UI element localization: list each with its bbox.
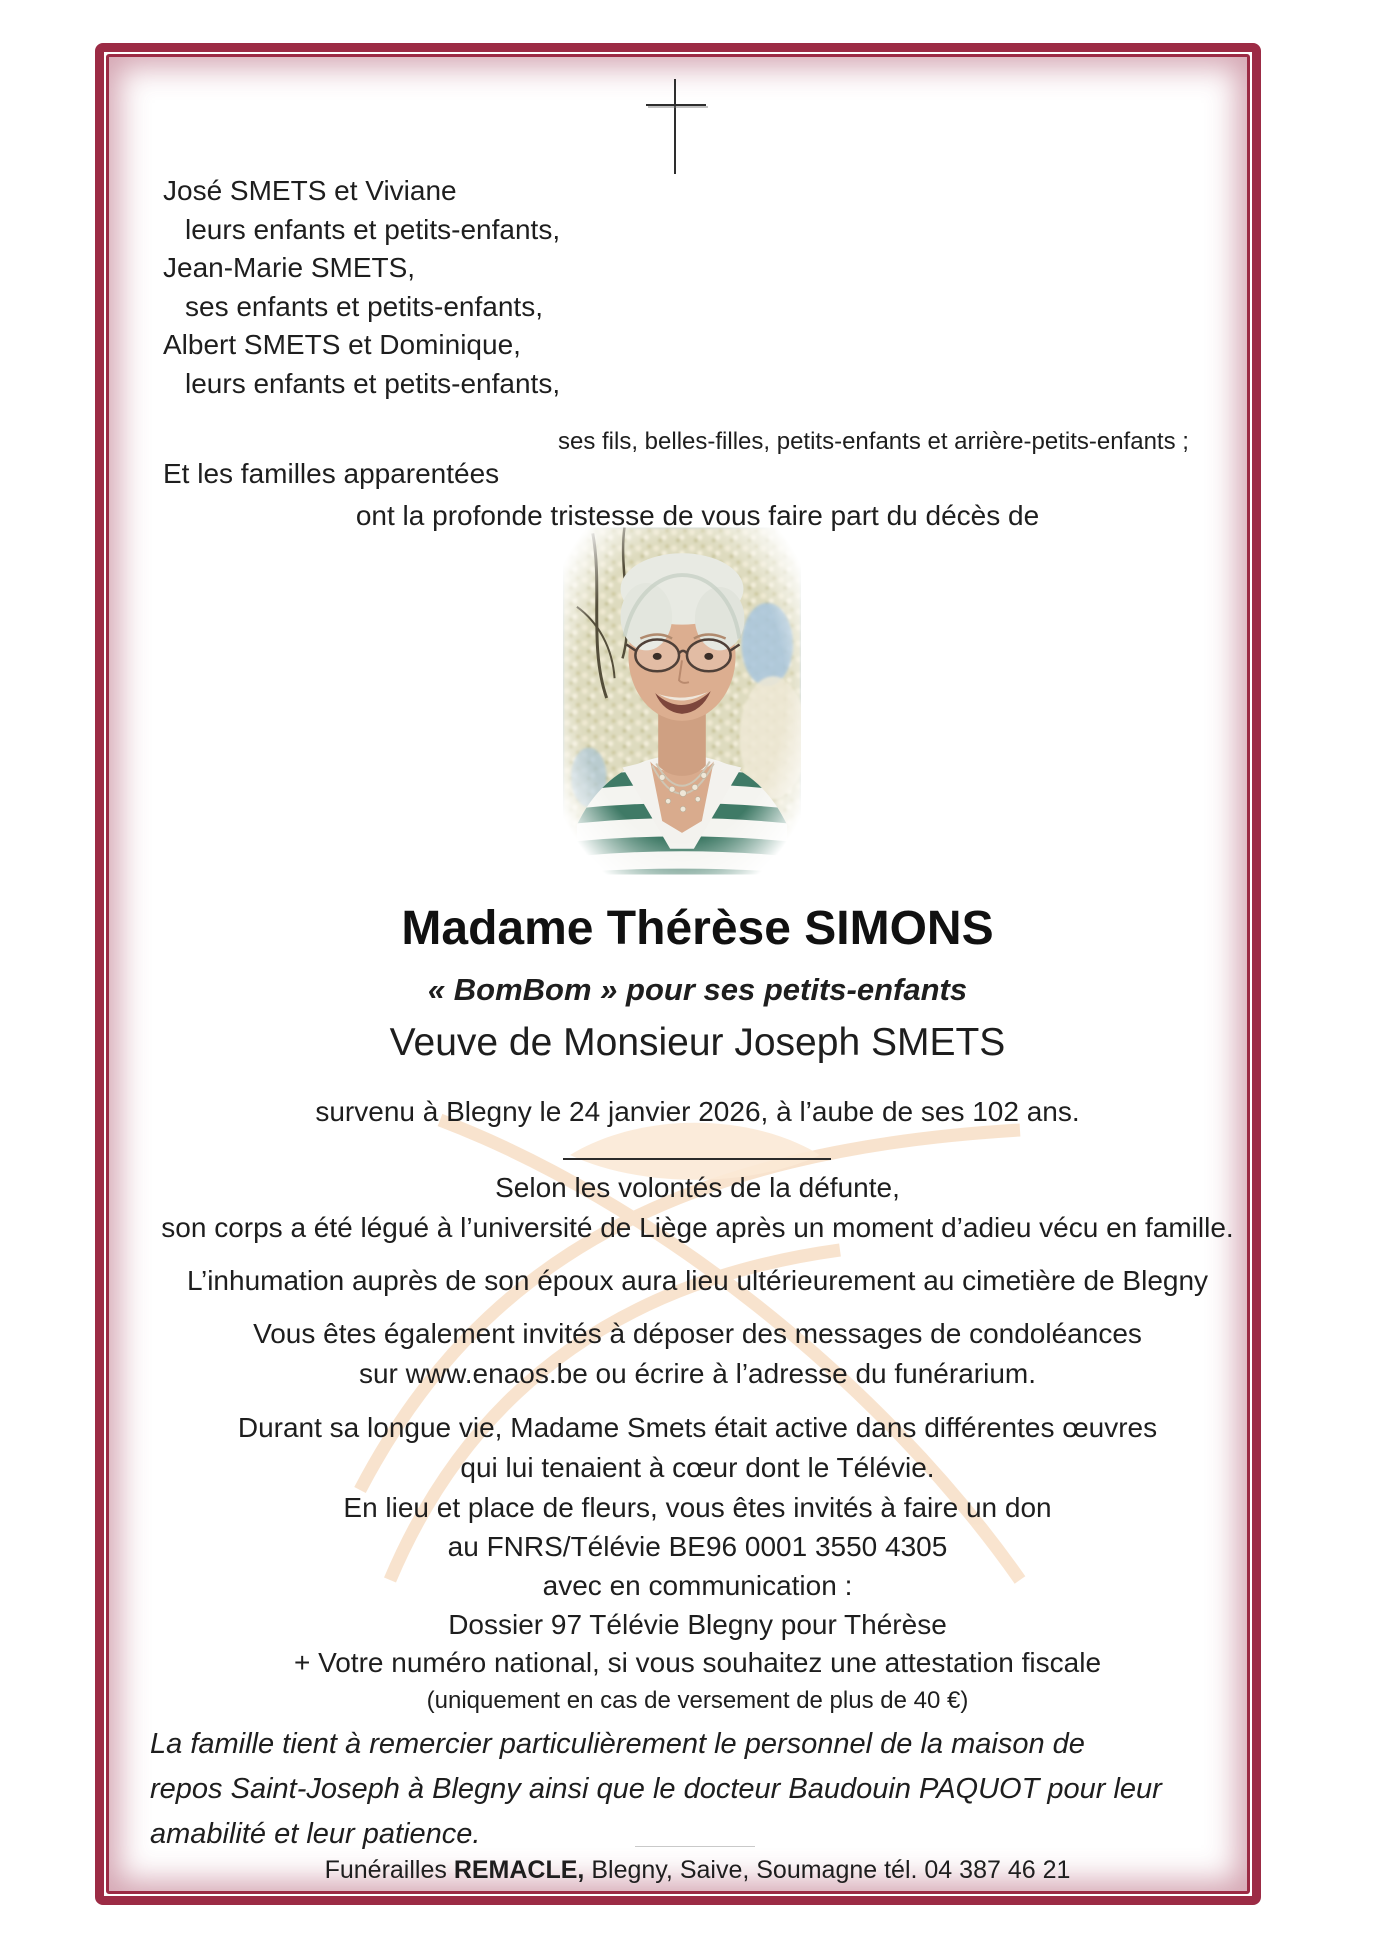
thanks-paragraph: La famille tient à remercier particulièrement le personnel de la maison de repos Saint-Joseph à Blegny ainsi que le docteur Baudouin PAQUOT pour leur amabilité et leur patience. [150,1728,1162,1850]
body-line-fiscal-note: (uniquement en cas de versement de plus de 40 €) [426,1687,969,1714]
relatives-summary: ses fils, belles-filles, petits-enfants et arrière-petits-enfants ; [558,428,1189,455]
family-line: José SMETS et Viviane [163,175,457,206]
related-families-line: Et les familles apparentées [163,458,500,489]
widow-line: Veuve de Monsieur Joseph SMETS [389,1021,1006,1064]
body-line-donation-account: au FNRS/Télévie BE96 0001 3550 4305 [447,1531,948,1562]
funeral-home-prefix: Funérailles [324,1856,454,1884]
body-line-burial: L’inhumation auprès de son époux aura lieu ultérieurement au cimetière de Blegny [186,1265,1209,1296]
footer-divider [635,1846,755,1847]
section-divider [563,1158,831,1160]
family-line: Albert SMETS et Dominique, [163,329,521,360]
family-line: Jean-Marie SMETS, [163,252,416,283]
announcement-line: ont la profonde tristesse de vous faire part du décès de [355,500,1040,531]
body-line-condolences-1: Vous êtes également invités à déposer des messages de condoléances [253,1318,1142,1349]
funeral-home-name: REMACLE, [453,1856,585,1884]
body-line-dossier: Dossier 97 Télévie Blegny pour Thérèse [448,1609,947,1640]
body-line-fiscal: + Votre numéro national, si vous souhaitez une attestation fiscale [293,1647,1102,1678]
body-line-donation-1: En lieu et place de fleurs, vous êtes invités à faire un don [343,1492,1052,1523]
body-line-wishes-2: son corps a été légué à l’université de Liège après un moment d’adieu vécu en famille. [161,1212,1234,1243]
death-details-line: survenu à Blegny le 24 janvier 2026, à l’aube de ses 102 ans. [315,1096,1080,1127]
body-line-works-1: Durant sa longue vie, Madame Smets était active dans différentes œuvres [237,1412,1158,1443]
funeral-home-locations: Blegny, Saive, Soumagne tél. 04 387 46 21 [584,1856,1071,1884]
family-line: leurs enfants et petits-enfants, [185,213,561,245]
body-line-wishes-1: Selon les volontés de la défunte, [495,1172,900,1203]
deceased-nickname: « BomBom » pour ses petits-enfants [427,972,968,1007]
body-line-condolences-2: sur www.enaos.be ou écrire à l’adresse du funérarium. [358,1358,1036,1389]
deceased-name: Madame Thérèse SIMONS [401,902,994,955]
family-line: leurs enfants et petits-enfants, [185,367,561,399]
funeral-home-line [110,1856,1285,1885]
family-line: ses enfants et petits-enfants, [185,290,543,322]
body-line-works-2: qui lui tenaient à cœur dont le Télévie. [460,1452,935,1483]
body-line-communication: avec en communication : [542,1570,853,1601]
